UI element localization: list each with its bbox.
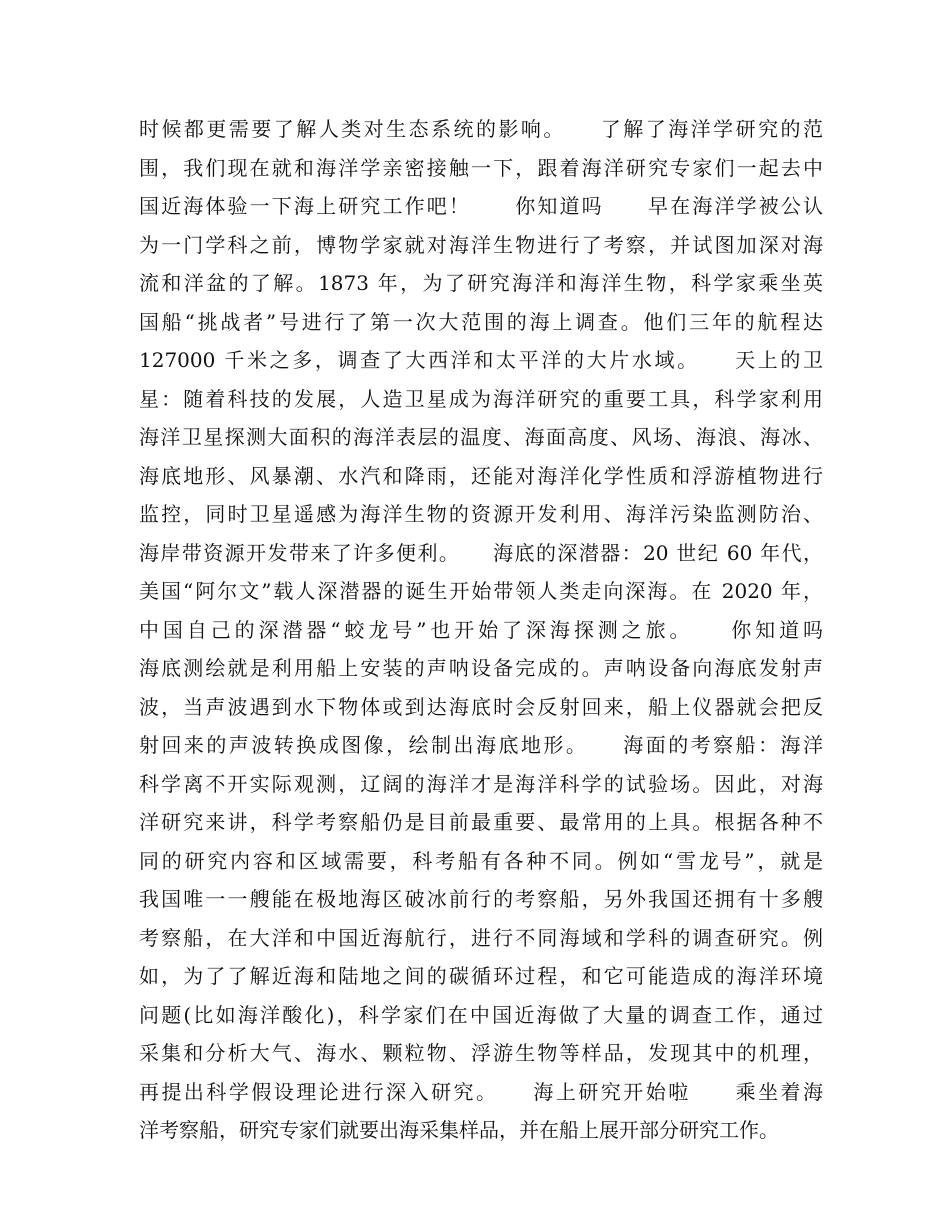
text-line: 海底地形、风暴潮、水汽和降雨，还能对海洋化学性质和浮游植物进行: [139, 463, 823, 488]
text-line: 洋考察船，研究专家们就要出海采集样品，并在船上展开部分研究工作。: [139, 1118, 779, 1142]
text-line: 围，我们现在就和海洋学亲密接触一下，跟着海洋研究专家们一起去中: [139, 155, 823, 180]
body-text: [139, 110, 823, 1150]
text-line: 洋研究来讲，科学考察船仍是目前最重要、最常用的上具。根据各种不: [139, 810, 823, 834]
text-line: 星：随着科技的发展，人造卫星成为海洋研究的重要工具，科学家利用: [139, 386, 823, 411]
text-line: 再提出科学假设理论进行深入研究。 海上研究开始啦 乘坐着海: [139, 1079, 823, 1104]
text-line: 如，为了了解近海和陆地之间的碳循环过程，和它可能造成的海洋环境: [139, 964, 823, 988]
text-line: 科学离不开实际观测，辽阔的海洋才是海洋科学的试验场。因此，对海: [139, 771, 823, 796]
text-line: 127000 千米之多，调查了大西洋和太平洋的大片水域。 天上的卫: [139, 348, 823, 372]
text-line: 同的研究内容和区域需要，科考船有各种不同。例如“雪龙号”，就是: [139, 848, 823, 873]
text-line: 问题(比如海洋酸化)，科学家们在中国近海做了大量的调查工作，通过: [139, 1002, 823, 1027]
text-line: 采集和分析大气、海水、颗粒物、浮游生物等样品，发现其中的机理，: [139, 1041, 823, 1065]
text-line: 海岸带资源开发带来了许多便利。 海底的深潜器：20 世纪 60 年代，: [139, 540, 823, 565]
text-line: 考察船，在大洋和中国近海航行，进行不同海域和学科的调查研究。例: [139, 925, 823, 950]
text-line: 射回来的声波转换成图像，绘制出海底地形。 海面的考察船：海洋: [139, 733, 823, 757]
text-line: 波，当声波遇到水下物体或到达海底时会反射回来，船上仪器就会把反: [139, 694, 823, 719]
text-line: 国近海体验一下海上研究工作吧！ 你知道吗 早在海洋学被公认: [139, 194, 823, 218]
text-line: 时候都更需要了解人类对生态系统的影响。 了解了海洋学研究的范: [139, 117, 823, 141]
text-line: 我国唯一一艘能在极地海区破冰前行的考察船，另外我国还拥有十多艘: [139, 887, 823, 911]
text-line: 监控，同时卫星遥感为海洋生物的资源开发利用、海洋污染监测防治、: [139, 502, 823, 526]
text-line: 海洋卫星探测大面积的海洋表层的温度、海面高度、风场、海浪、海冰、: [139, 425, 823, 449]
text-line: 海底测绘就是利用船上安装的声呐设备完成的。声呐设备向海底发射声: [139, 656, 823, 680]
text-line: 中国自己的深潜器“蛟龙号”也开始了深海探测之旅。 你知道吗: [139, 617, 823, 642]
text-line: 为一门学科之前，博物学家就对海洋生物进行了考察，并试图加深对海: [139, 232, 823, 257]
text-line: 流和洋盆的了解。1873 年，为了研究海洋和海洋生物，科学家乘坐英: [139, 271, 823, 295]
text-line: 国船“挑战者”号进行了第一次大范围的海上调查。他们三年的航程达: [139, 309, 823, 334]
text-line: 美国“阿尔文”载人深潜器的诞生开始带领人类走向深海。在 2020 年，: [139, 579, 823, 603]
